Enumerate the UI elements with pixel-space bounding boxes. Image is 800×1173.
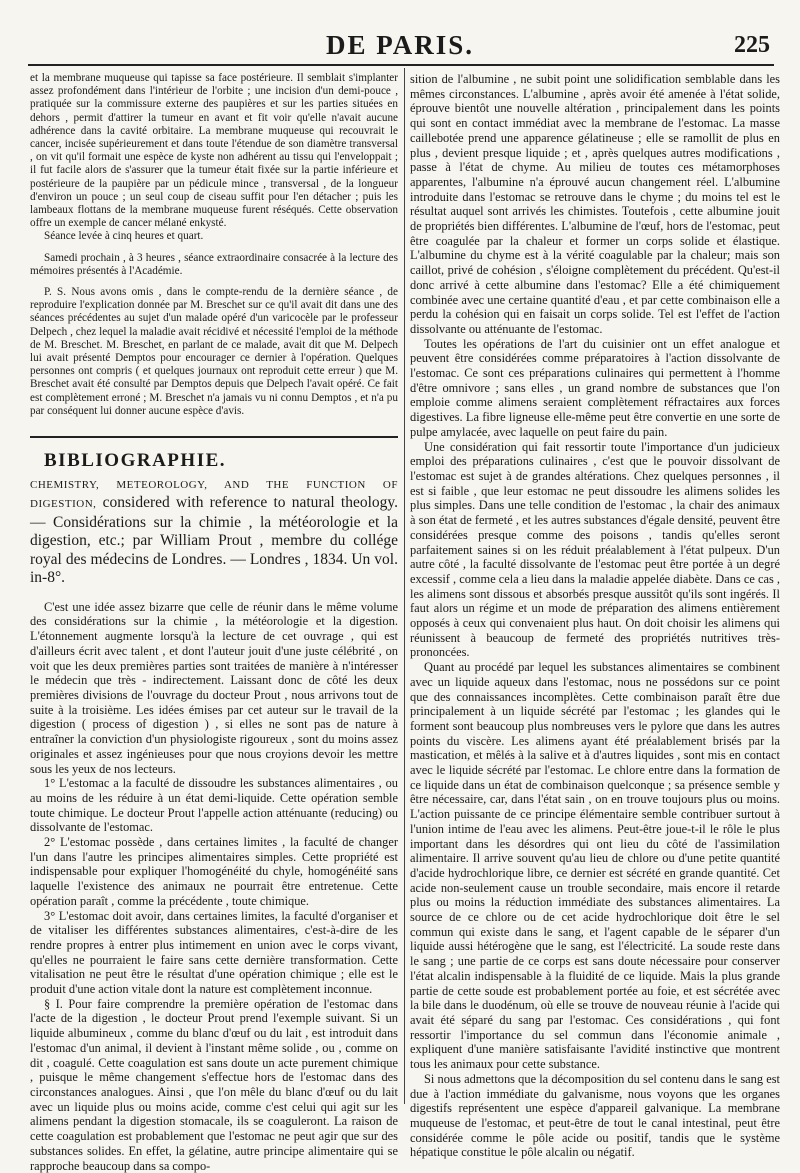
paragraph: Une considération qui fait ressortir toute l'importance d'un judicieux emploi des préparations culinaires , c'est que le pouvoir dissolvant de l'estomac est sujet à de grandes altérations. Chez quelques personnes , il est si faible , que leur estomac ne peut dissoudre les alimens solides les plus simples. Dans une telle condition de l'estomac , la chair des animaux à son état de fermeté , et les autres substances d'égale densité, peuvent être considérées presque comme des poisons , tandis qu'elles seront parfaitement saines si on les réduit préalablement à l'état pulpeux. D'un autre côté , la faculté dissolvante de l'estomac peut être portée à un degré excessif , comme cela a lieu dans la maladie appelée diabète. Dans ce cas , les alimens sont dissous et absorbés presque aussitôt qu'ils sont ingérés. Il faut alors un régime et un mode de préparation des alimens entièrement opposés à ceux qui convenaient plus haut. On doit choisir les alimens qui réunissent à beaucoup de fermeté des propriétés nutritives très-prononcées.	[410, 439, 780, 660]
page-number: 225	[734, 32, 770, 58]
paragraph: 1° L'estomac a la faculté de dissoudre les substances alimentaires , ou au moins de les réduire à un état demi-liquide. Cette opération semble toute chimique. Le docteur Prout l'appelle action atténuante (reducing) ou dissolvante de l'estomac.	[30, 776, 398, 835]
paragraph: 2° L'estomac possède , dans certaines limites , la faculté de changer l'un dans l'autre les principes alimentaires simples. Cette propriété est indispensable pour expliquer l'homogénéité du chyle, homogénéité sans laquelle l'existence des animaux ne pourrait être entretenue. Cette opération paraît , comme la précédente , toute chimique.	[30, 835, 398, 908]
paragraph: 3° L'estomac doit avoir, dans certaines limites, la faculté d'organiser et de vitaliser les différentes substances alimentaires, c'est-à-dire de les rendre propres à entrer plus intimement en union avec le corps vivant, qu'elles ne pourraient le faire sans cette dernière transformation. Cette vitalisation ne peut être le résultat d'une opération chimique ; elle est le produit d'une action vitale dont la nature est complètement inconnue.	[30, 908, 398, 997]
book-title	[30, 475, 398, 588]
column-divider	[404, 68, 405, 1104]
right-column	[410, 72, 780, 1160]
section-heading: BIBLIOGRAPHIE.	[44, 450, 227, 472]
running-head	[0, 22, 800, 66]
book-title-english: CHEMISTRY, METEOROLOGY, AND THE FUNCTION OF DIGESTION,	[30, 478, 398, 511]
paragraph: Quant au procédé par lequel les substances alimentaires se combinent avec un liquide aqueux dans l'estomac, nous ne possédons sur ce point que des connaissances incomplètes. Cette combinaison paraît être due principalement à un liquide sécrété par l'estomac ; les glandes qui le forment sont beaucoup plus nombreuses vers le pylore que dans les autres points du viscère. Les alimens ayant été préalablement brisés par la mastication, et mêlés à la salive et à d'autres liquides , sont mis en contact avec le liquide sécrété par l'estomac. Le chlore entre dans la formation de ce liquide dans un état de combinaison quelconque ; sa présence semble y être nécessaire, car, dans l'état sain , on en trouve toujours plus ou moins. L'action puissante de ce principe élémentaire semble contribuer surtout à l'union intime de l'eau avec les alimens. Peut-être joue-t-il le rôle le plus important dans les désordres qui ont lieu du côté de l'assimilation alimentaire. Il arrive souvent qu'au lieu de chlore ou d'une petite quantité d'acide hydrochlorique libre, ce dernier est sécrété en grande quantité. Cet acide non-seulement cause un trouble secondaire, mais encore il retarde plus ou moins la réduction immédiate des substances alimentaires. La source de ce chlore ou de cet acide hydrochlorique doit être le sel commun qui existe dans le sang, et l'agent capable de le séparer d'un liquide aussi hétérogène que le sang, est l'électricité. La soude reste dans le sang ; une partie de ce corps est sans doute nécessaire pour conserver l'état alcalin indispensable à la fluidité de ce liquide. Mais la plus grande partie de cette soude est probablement portée au foie, et est sécrétée avec la bile dans le duodénum, où elle se trouve de nouveau réunie à l'acide qui avait été séparé du sang par l'estomac. Ces considérations , qui font ressortir l'importance du sel commun dans l'économie animale , expliquent d'une manière satisfaisante l'avidité instinctive que montrent tous les animaux pour cette substance.	[410, 660, 780, 1072]
running-head-title: DE PARIS.	[325, 30, 475, 60]
paragraph: P. S. Nous avons omis , dans le compte-rendu de la dernière séance , de reproduire l'explication donnée par M. Breschet sur ce qu'il avait dit dans une des séances précédentes au sujet d'un malade opéré d'un varicocèle par le professeur Delpech , chez lequel la maladie avait récidivé et nécessité l'emploi de la méthode de M. Breschet. M. Breschet, en parlant de ce malade, avait dit que M. Delpech lui avait présenté Demptos pour encourager ce dernier à l'opération. Quelques personnes ont compris ( et quelques journaux ont reproduit cette erreur ) que M. Breschet avait été consulté par Demptos depuis que Delpech l'avait opéré. Ce fait est complètement erroné ; M. Breschet n'a jamais vu ni connu Demptos , et n'a pu par conséquent lui donner aucune espèce d'avis.	[30, 286, 398, 417]
paragraph: § I. Pour faire comprendre la première opération de l'estomac dans l'acte de la digestion , le docteur Prout prend l'exemple suivant. Si un liquide albumineux , comme du blanc d'œuf ou du lait , est introduit dans l'estomac d'un animal, il devient à l'instant même solide , ou , comme on dit , coagulé. Cette coagulation est sans doute un acte purement chimique , puisque le même changement s'effectue hors de l'estomac dans des circonstances analogues. Ainsi , que l'on mêle du blanc d'œuf ou du lait avec un liquide plus ou moins acide, comme c'est celui qui agit sur les alimens pendant la digestion stomacale, ils se coaguleront. La raison de cette coagulation est probablement que l'estomac ne peut agir que sur des substances solides. En effet, la gélatine, autre principe alimentaire qui se rapproche beaucoup dans sa compo-	[30, 996, 398, 1173]
section-rule	[30, 436, 398, 438]
paragraph: Toutes les opérations de l'art du cuisinier ont un effet analogue et peuvent être considérées comme préparatoires à l'action dissolvante de l'estomac. Ce sont ces préparations culinaires qui permettent à l'homme d'être omnivore ; sans elles , un grand nombre de substances que l'on emploie comme alimens seraient complètement réfractaires aux forces digestives. La fibre ligneuse elle-même peut être convertie en une sorte de pulpe amylacée, avec laquelle on peut faire du pain.	[410, 336, 780, 439]
paragraph: Si nous admettons que la décomposition du sel contenu dans le sang est due à l'action immédiate du galvanisme, nous voyons que les organes digestifs représentent une espèce d'appareil galvanique. La membrane muqueuse de l'estomac, et peut-être de tout le canal intestinal, peut être considérée comme le pôle acide ou positif, tandis que le système hépatique constitue le pôle alcalin ou négatif.	[410, 1071, 780, 1160]
book-title-french: considered with reference to natural theology. — Considérations sur la chimie , la météorologie et la digestion, etc.; par William Prout , membre du collége royal des médecins de Londres. — Londres , 1834. Un vol. in-8°.	[30, 494, 399, 587]
header-rule	[28, 64, 774, 66]
paragraph: Samedi prochain , à 3 heures , séance extraordinaire consacrée à la lecture des mémoires présentés à l'Académie.	[30, 251, 398, 277]
paragraph: Séance levée à cinq heures et quart.	[44, 230, 204, 243]
paragraph: et la membrane muqueuse qui tapisse sa face postérieure. Il semblait s'implanter assez profondément dans l'intérieur de l'orbite ; une incision d'un demi-pouce , pratiquée sur la commissure externe des paupières et sur les parties situées en dehors , permit d'attirer la tumeur en avant et fit voir qu'elle n'avait aucune adhérence dans la cavité orbitaire. La membrane muqueuse qui recouvrait le cancer, incisée supérieurement et dans toute l'étendue de son diamètre transversal , on vit qu'il formait une espèce de kyste non adhérent au tissu qui l'enveloppait ; il fut facile alors de s'assurer que la tumeur était fixée sur la partie inférieure et postérieure de la paupière par un pédicule mince , transversal , de la longueur d'environ un pouce ; un seul coup de ciseau suffit pour l'en détacher ; puis les lambeaux flottans de la membrane muqueuse furent réséqués. Cette observation offre un exemple de cancer mélané enkysté.	[30, 72, 398, 230]
paragraph: sition de l'albumine , ne subit point une solidification semblable dans les mêmes circonstances. L'albumine , après avoir été amenée à l'état solide, éprouve bientôt une nouvelle altération , principalement dans les points qui sont en contact immédiat avec la membrane de l'estomac. La masse caillebotée prend une apparence gélatineuse ; elle se ramollit de plus en plus , devient presque liquide ; et , après quelques autres modifications , passe à l'état de chyme. Au milieu de toutes ces métamorphoses apparentes, l'albumine n'a éprouvé aucun changement réel. L'albumine introduite dans l'estomac se retrouve dans le chyme ; du moins tel est le résultat auquel sont arrivés les chimistes. Toutefois , cette albumine jouit de propriétés bien différentes. L'albumine de l'œuf, hors de l'estomac, peut être coagulée par la chaleur et former un corps solide et élastique. L'albumine du chyme est à la vérité coagulable par la chaleur; mais son caillot, privé de cohésion , s'éloigne complètement du précédent. Qu'est-il donc arrivé à cette albumine dans l'estomac? Elle a été chimiquement combinée avec une certaine quantité d'eau , et par cette combinaison elle a perdu la cohésion qui en faisait un corps solide. Tel est l'effet de l'action dissolvante ou atténuante de l'estomac.	[410, 72, 780, 336]
left-column	[30, 72, 399, 1173]
paragraph: C'est une idée assez bizarre que celle de réunir dans le même volume des considérations sur la chimie , la météorologie et la digestion. L'étonnement augmente lorsqu'à la lecture de cet ouvrage , qui est d'ailleurs écrit avec talent , et dont l'auteur jouit d'une juste célébrité , on voit que les deux premières parties sont traitées de manière à n'intéresser le médecin que très - indirectement. Laissant donc de côté les deux premières divisions de l'ouvrage du docteur Prout , nous arrivons tout de suite à la troisième. Les idées émises par cet auteur sur le travail de la digestion ( process of digestion ) , si elles ne sont pas de nature à entraîner la conviction d'un physiologiste rigoureux , sont du moins assez originales et assez ingénieuses pour que nous croyions devoir les mettre sous les yeux de nos lecteurs.	[30, 599, 398, 776]
